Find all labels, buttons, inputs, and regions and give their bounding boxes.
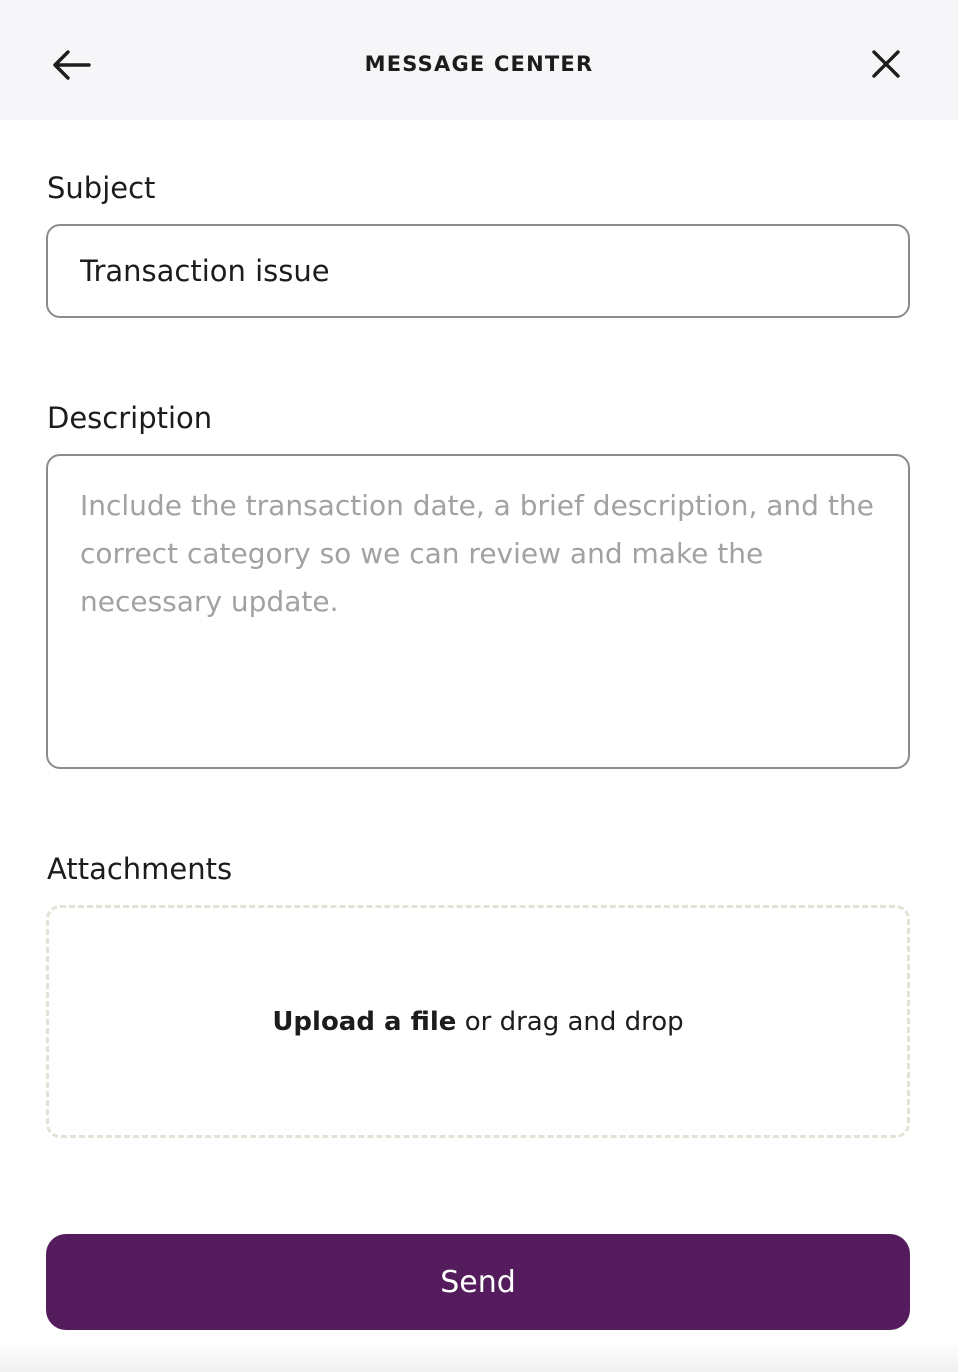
bottom-edge bbox=[0, 1342, 958, 1372]
subject-input[interactable] bbox=[46, 224, 910, 318]
subject-label: Subject bbox=[47, 171, 156, 205]
description-textarea[interactable] bbox=[46, 454, 910, 769]
dropzone-text bbox=[272, 1007, 683, 1037]
page-title: MESSAGE CENTER bbox=[364, 52, 594, 76]
drag-drop-text: or drag and drop bbox=[456, 1006, 684, 1037]
upload-file-link[interactable]: Upload a file bbox=[272, 1006, 457, 1037]
attachment-dropzone[interactable] bbox=[46, 905, 910, 1138]
send-button[interactable]: Send bbox=[46, 1234, 910, 1330]
close-icon bbox=[871, 49, 901, 79]
description-label: Description bbox=[47, 401, 213, 435]
close-button[interactable] bbox=[862, 40, 910, 88]
header-bar bbox=[0, 0, 958, 120]
attachments-label: Attachments bbox=[47, 852, 233, 886]
